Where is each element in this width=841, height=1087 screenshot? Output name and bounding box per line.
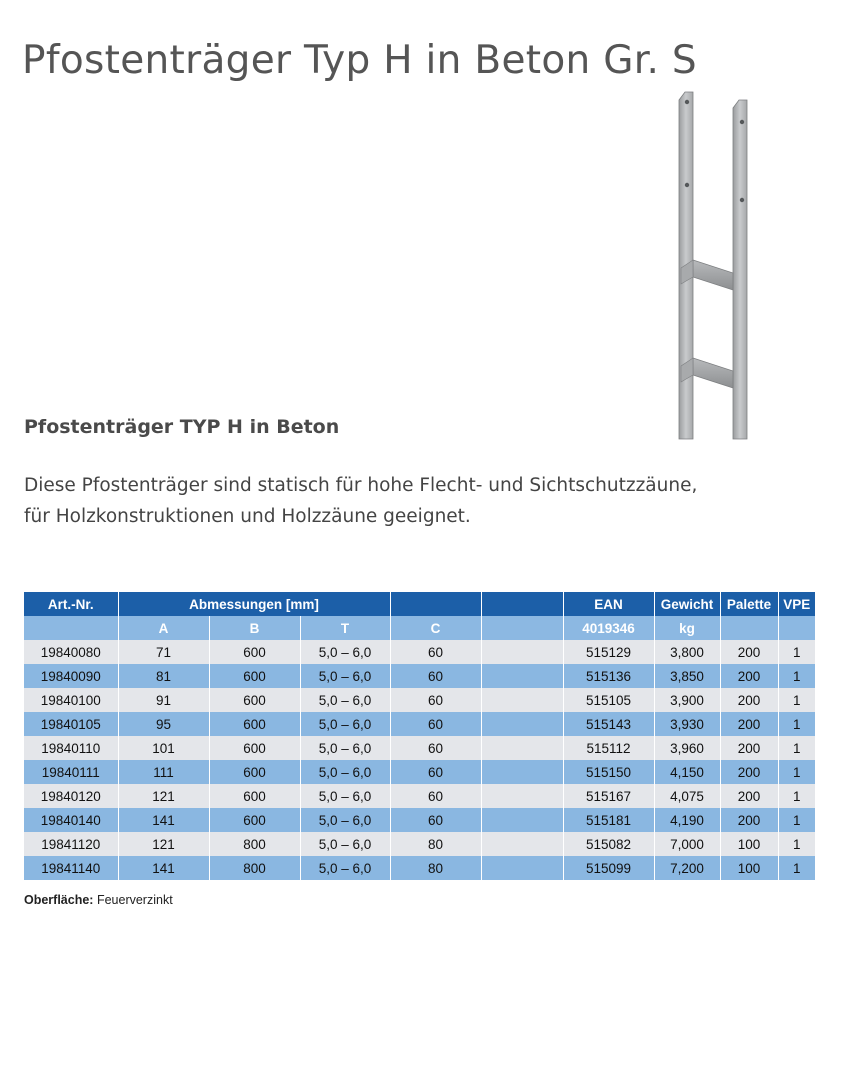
cell-b: 800 <box>209 856 300 880</box>
cell-vpe: 1 <box>778 784 815 808</box>
h-post-anchor-image <box>667 90 775 440</box>
cell-art: 19840110 <box>24 736 118 760</box>
cell-a: 141 <box>118 808 209 832</box>
col-palette: Palette <box>720 592 778 616</box>
cell-c: 60 <box>390 664 481 688</box>
cell-ean: 515181 <box>563 808 654 832</box>
cell-t: 5,0 – 6,0 <box>300 856 390 880</box>
cell-gewicht: 3,900 <box>654 688 720 712</box>
cell-blank <box>481 712 563 736</box>
page-title: Pfostenträger Typ H in Beton Gr. S <box>22 38 697 83</box>
cell-palette: 200 <box>720 640 778 664</box>
cell-c: 80 <box>390 856 481 880</box>
cell-palette: 200 <box>720 808 778 832</box>
cell-t: 5,0 – 6,0 <box>300 688 390 712</box>
subcol-palette <box>720 616 778 640</box>
subcol-t: T <box>300 616 390 640</box>
cell-vpe: 1 <box>778 712 815 736</box>
cell-palette: 200 <box>720 712 778 736</box>
cell-ean: 515099 <box>563 856 654 880</box>
table-row <box>24 688 815 712</box>
col-gewicht: Gewicht <box>654 592 720 616</box>
cell-gewicht: 4,150 <box>654 760 720 784</box>
subcol-blank <box>481 616 563 640</box>
cell-a: 141 <box>118 856 209 880</box>
cell-ean: 515112 <box>563 736 654 760</box>
cell-c: 60 <box>390 784 481 808</box>
table-row <box>24 736 815 760</box>
cell-gewicht: 7,000 <box>654 832 720 856</box>
cell-b: 600 <box>209 664 300 688</box>
cell-palette: 100 <box>720 832 778 856</box>
cell-t: 5,0 – 6,0 <box>300 640 390 664</box>
cell-ean: 515129 <box>563 640 654 664</box>
cell-palette: 200 <box>720 760 778 784</box>
cell-c: 60 <box>390 688 481 712</box>
cell-c: 60 <box>390 736 481 760</box>
cell-gewicht: 3,930 <box>654 712 720 736</box>
cell-palette: 200 <box>720 664 778 688</box>
cell-a: 91 <box>118 688 209 712</box>
cell-a: 95 <box>118 712 209 736</box>
cell-blank <box>481 760 563 784</box>
section-subtitle: Pfostenträger TYP H in Beton <box>24 416 340 438</box>
col-blank-2 <box>481 592 563 616</box>
cell-t: 5,0 – 6,0 <box>300 832 390 856</box>
cell-b: 800 <box>209 832 300 856</box>
col-abmessungen: Abmessungen [mm] <box>118 592 390 616</box>
cell-art: 19841120 <box>24 832 118 856</box>
subcol-a: A <box>118 616 209 640</box>
table-row <box>24 832 815 856</box>
table-row <box>24 784 815 808</box>
description-line-1: Diese Pfostenträger sind statisch für hohe Flecht- und Sichtschutzzäune, <box>24 475 698 496</box>
cell-gewicht: 4,075 <box>654 784 720 808</box>
cell-blank <box>481 832 563 856</box>
cell-a: 111 <box>118 760 209 784</box>
cell-blank <box>481 784 563 808</box>
cell-ean: 515167 <box>563 784 654 808</box>
surface-label: Oberfläche: <box>24 893 94 907</box>
cell-a: 71 <box>118 640 209 664</box>
table-row <box>24 856 815 880</box>
cell-t: 5,0 – 6,0 <box>300 760 390 784</box>
cell-blank <box>481 640 563 664</box>
cell-palette: 200 <box>720 736 778 760</box>
cell-vpe: 1 <box>778 664 815 688</box>
product-description <box>24 470 697 532</box>
cell-vpe: 1 <box>778 760 815 784</box>
cell-t: 5,0 – 6,0 <box>300 664 390 688</box>
cell-b: 600 <box>209 736 300 760</box>
cell-c: 60 <box>390 640 481 664</box>
cell-gewicht: 3,800 <box>654 640 720 664</box>
cell-ean: 515136 <box>563 664 654 688</box>
subcol-gewicht-unit: kg <box>654 616 720 640</box>
col-ean: EAN <box>563 592 654 616</box>
cell-c: 80 <box>390 832 481 856</box>
subcol-c: C <box>390 616 481 640</box>
surface-value: Feuerverzinkt <box>96 893 173 907</box>
subcol-ean-prefix: 4019346 <box>563 616 654 640</box>
table-row <box>24 808 815 832</box>
col-blank-1 <box>390 592 481 616</box>
cell-gewicht: 4,190 <box>654 808 720 832</box>
cell-b: 600 <box>209 760 300 784</box>
cell-blank <box>481 856 563 880</box>
cell-art: 19841140 <box>24 856 118 880</box>
cell-vpe: 1 <box>778 688 815 712</box>
table-header-row <box>24 592 815 616</box>
subcol-vpe <box>778 616 815 640</box>
cell-palette: 200 <box>720 688 778 712</box>
cell-art: 19840120 <box>24 784 118 808</box>
cell-gewicht: 7,200 <box>654 856 720 880</box>
table-row <box>24 760 815 784</box>
table-row <box>24 712 815 736</box>
cell-ean: 515143 <box>563 712 654 736</box>
cell-vpe: 1 <box>778 832 815 856</box>
cell-palette: 100 <box>720 856 778 880</box>
cell-art: 19840090 <box>24 664 118 688</box>
cell-c: 60 <box>390 808 481 832</box>
cell-b: 600 <box>209 712 300 736</box>
col-vpe: VPE <box>778 592 815 616</box>
cell-gewicht: 3,960 <box>654 736 720 760</box>
cell-a: 81 <box>118 664 209 688</box>
cell-c: 60 <box>390 760 481 784</box>
cell-blank <box>481 688 563 712</box>
cell-palette: 200 <box>720 784 778 808</box>
subcol-b: B <box>209 616 300 640</box>
cell-t: 5,0 – 6,0 <box>300 784 390 808</box>
cell-ean: 515150 <box>563 760 654 784</box>
cell-t: 5,0 – 6,0 <box>300 736 390 760</box>
cell-blank <box>481 808 563 832</box>
cell-b: 600 <box>209 784 300 808</box>
cell-gewicht: 3,850 <box>654 664 720 688</box>
description-line-2: für Holzkonstruktionen und Holzzäune geeignet. <box>24 506 471 527</box>
cell-vpe: 1 <box>778 808 815 832</box>
cell-b: 600 <box>209 688 300 712</box>
cell-blank <box>481 664 563 688</box>
cell-c: 60 <box>390 712 481 736</box>
cell-t: 5,0 – 6,0 <box>300 712 390 736</box>
cell-b: 600 <box>209 640 300 664</box>
cell-a: 121 <box>118 784 209 808</box>
table-row <box>24 664 815 688</box>
table-subheader-row <box>24 616 815 640</box>
cell-art: 19840080 <box>24 640 118 664</box>
cell-a: 121 <box>118 832 209 856</box>
surface-note <box>24 893 173 907</box>
subcol-art <box>24 616 118 640</box>
cell-art: 19840111 <box>24 760 118 784</box>
table-row <box>24 640 815 664</box>
cell-ean: 515105 <box>563 688 654 712</box>
cell-a: 101 <box>118 736 209 760</box>
cell-b: 600 <box>209 808 300 832</box>
cell-ean: 515082 <box>563 832 654 856</box>
specification-table <box>24 592 815 880</box>
cell-vpe: 1 <box>778 640 815 664</box>
cell-art: 19840140 <box>24 808 118 832</box>
col-art-nr: Art.-Nr. <box>24 592 118 616</box>
cell-art: 19840105 <box>24 712 118 736</box>
cell-vpe: 1 <box>778 856 815 880</box>
cell-blank <box>481 736 563 760</box>
cell-art: 19840100 <box>24 688 118 712</box>
cell-t: 5,0 – 6,0 <box>300 808 390 832</box>
cell-vpe: 1 <box>778 736 815 760</box>
